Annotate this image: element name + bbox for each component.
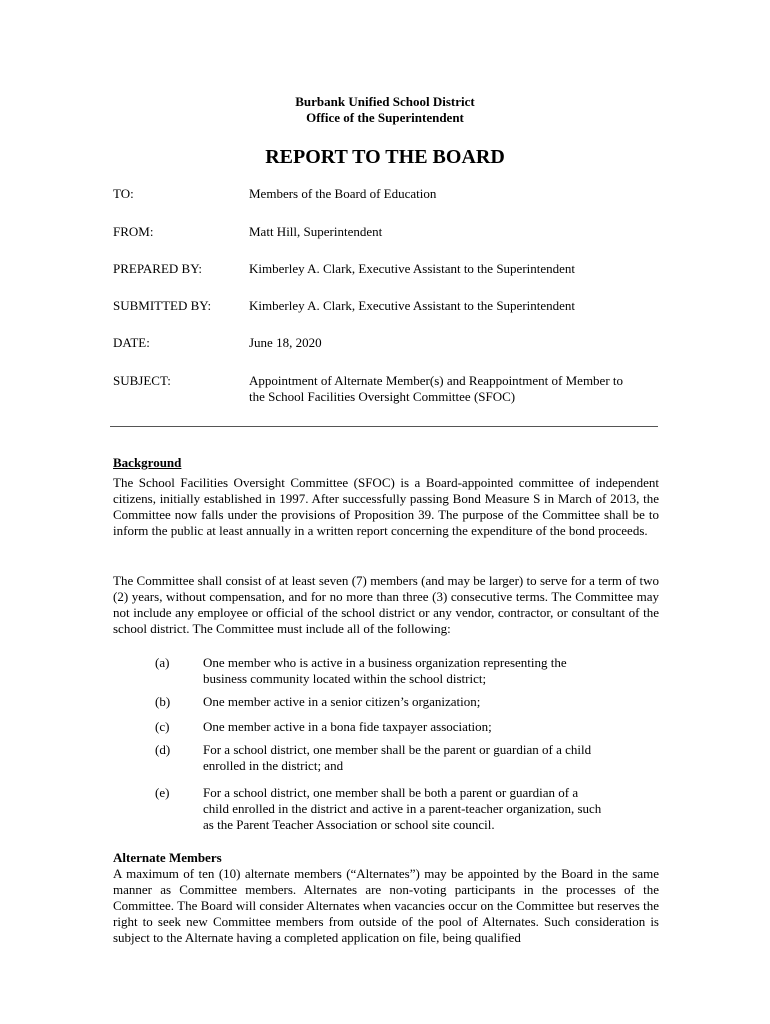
memo-subject-label: SUBJECT: <box>113 373 171 388</box>
memo-from-value: Matt Hill, Superintendent <box>249 224 383 239</box>
memo-to-label: TO: <box>113 186 134 201</box>
district-name: Burbank Unified School District <box>295 94 475 109</box>
list-item-text: For a school district, one member shall be the parent or guardian of a child enrolled in the district; and <box>203 742 592 773</box>
list-item-text: For a school district, one member shall be both a parent or guardian of a child enrolled in the district and active in a parent-teacher organization, such as the Parent Teacher Association or school site council. <box>203 785 602 832</box>
list-item-label: (b) <box>155 694 171 709</box>
report-title: REPORT TO THE BOARD <box>265 146 505 168</box>
list-item-label: (c) <box>155 719 170 734</box>
memo-date-value: June 18, 2020 <box>249 335 322 350</box>
memo-from-label: FROM: <box>113 224 154 239</box>
memo-submitted-value: Kimberley A. Clark, Executive Assistant to the Superintendent <box>249 298 576 313</box>
office-name: Office of the Superintendent <box>306 110 464 125</box>
memo-prepared-value: Kimberley A. Clark, Executive Assistant to the Superintendent <box>249 261 576 276</box>
background-paragraph-1: The School Facilities Oversight Committee (SFOC) is a Board-appointed committee of independent citizens, initially established in 1997. After successfully passing Bond Measure S in March of 2013, the Committee now falls under the provisions of Proposition 39. The purpose of the Committee shall be to inform the public at least annually in a written report concerning the expenditure of the bond proceeds. <box>113 475 659 538</box>
memo-subject-line-1: Appointment of Alternate Member(s) and Reappointment of Member to <box>249 373 624 388</box>
alternates-paragraph: A maximum of ten (10) alternate members (“Alternates”) may be appointed by the Board in the same manner as Committee members. Alternates are non-voting participants in the processes of the Committee. The Board will consider Alternates when vacancies occur on the Committee but reserves the right to seek new Committee members from outside of the pool of Alternates. Such consideration is subject to the Alternate having a completed application on file, being qualified <box>113 866 659 945</box>
memo-subject-line-2: the School Facilities Oversight Committee (SFOC) <box>249 389 516 404</box>
memo-date-label: DATE: <box>113 335 150 350</box>
alternates-heading: Alternate Members <box>113 850 222 865</box>
memo-submitted-label: SUBMITTED BY: <box>113 298 212 313</box>
list-item-label: (e) <box>155 785 170 800</box>
memo-subject-value <box>249 373 669 405</box>
background-paragraph-2: The Committee shall consist of at least seven (7) members (and may be larger) to serve for a term of two (2) years, without compensation, and for no more than three (3) consecutive terms. The Committee may not include any employee or official of the school district or any vendor, contractor, or consultant of the school district. The Committee must include all of the following: <box>113 573 659 636</box>
list-item-label: (a) <box>155 655 170 670</box>
background-heading: Background <box>113 455 182 470</box>
list-item-text: One member who is active in a business organization representing the business community located within the school district; <box>203 655 567 686</box>
list-item-text: One member active in a senior citizen’s organization; <box>203 694 481 709</box>
memo-prepared-label: PREPARED BY: <box>113 261 202 276</box>
header-divider <box>110 426 658 427</box>
list-item-text: One member active in a bona fide taxpayer association; <box>203 719 492 734</box>
list-item-label: (d) <box>155 742 171 757</box>
memo-to-value: Members of the Board of Education <box>249 186 437 201</box>
